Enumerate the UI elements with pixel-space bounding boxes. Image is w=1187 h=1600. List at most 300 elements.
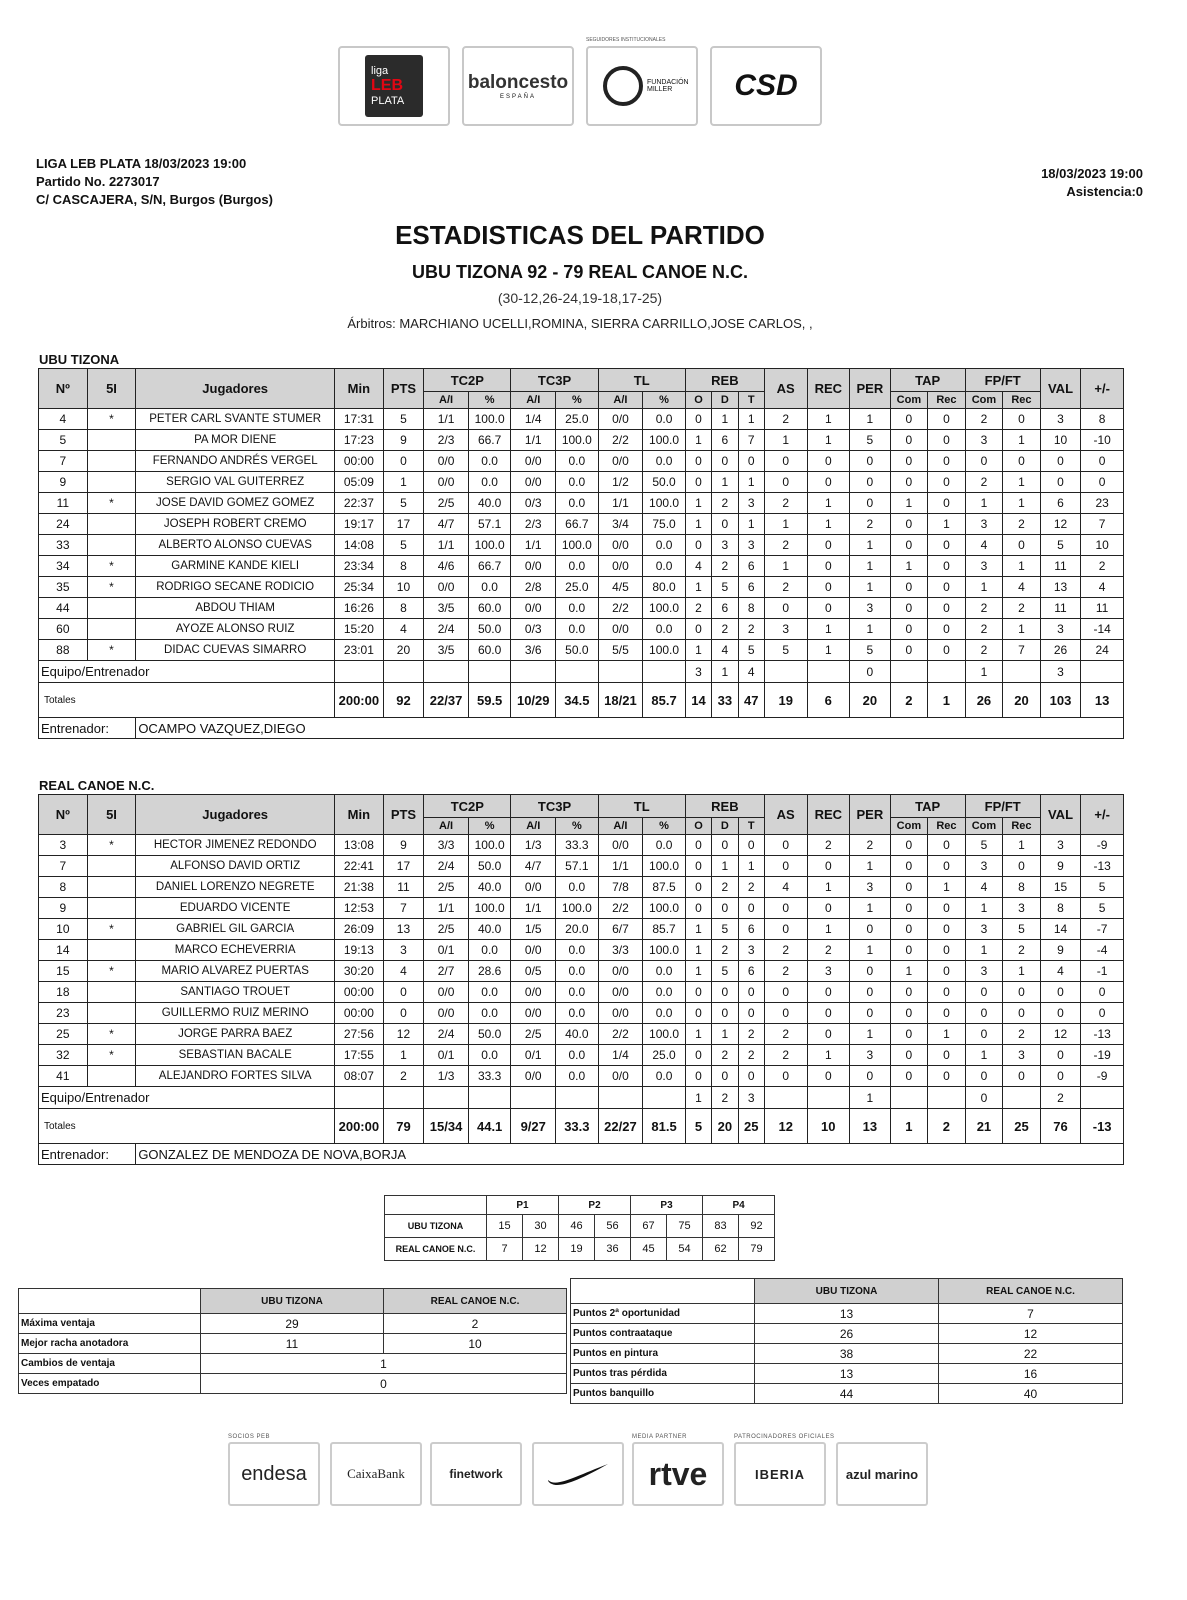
totals-row [39,1109,1124,1144]
misc-label: Mejor racha anotadora [19,1334,201,1354]
col-header-as: AS [764,795,807,835]
baloncesto-espana-logo: baloncesto ESPAÑA [462,46,574,126]
stat-cell: 14 [1040,919,1081,940]
stat-cell: 0/0 [511,877,556,898]
stat-cell: 0 [807,856,850,877]
total-cell: 44.1 [468,1109,511,1144]
nike-swoosh-icon [546,1462,610,1486]
iberia-logo: IBERIA [734,1442,826,1506]
period-header: P2 [559,1196,631,1215]
stat-cell: 0 [928,430,966,451]
player-row [39,640,1124,661]
stat-cell: 2 [712,940,738,961]
stat-cell: -19 [1081,1045,1124,1066]
stat-cell: 0 [890,835,928,856]
team-reb-o: 1 [685,1087,711,1109]
stat-cell: 2 [738,619,764,640]
player-row [39,619,1124,640]
stat-cell: 4/7 [511,856,556,877]
venue: C/ CASCAJERA, S/N, Burgos (Burgos) [36,192,273,207]
stat-cell [764,1087,807,1109]
stat-cell: 8 [738,598,764,619]
total-cell: 25 [738,1109,764,1144]
stat-cell: 3 [738,940,764,961]
stat-cell: 0 [1040,1045,1081,1066]
stat-cell: 100.0 [468,835,511,856]
stat-cell: 85.7 [643,919,686,940]
stat-cell: 0 [890,619,928,640]
stat-cell: 0/3 [511,619,556,640]
stat-cell: 0 [712,898,738,919]
stat-cell: 0 [685,1066,711,1087]
stat-cell: 2 [850,514,891,535]
team-fp-com: 0 [965,1087,1003,1109]
stat-cell: 1 [1003,556,1041,577]
col-subheader-t: T [738,818,764,835]
stat-cell: 1/1 [511,535,556,556]
stat-cell: 0 [1081,451,1124,472]
stat-cell: 0/0 [598,982,643,1003]
player-row [39,877,1124,898]
total-cell: 33 [712,683,738,718]
stat-cell: 1 [712,472,738,493]
period-header: P1 [487,1196,559,1215]
stat-cell: 3 [850,598,891,619]
stat-cell: 60.0 [468,640,511,661]
team-reb-t: 3 [738,1087,764,1109]
stat-cell: 0 [890,877,928,898]
team-reb-o: 3 [685,661,711,683]
stat-cell: 0.0 [556,961,599,982]
col-header-five: 5I [87,795,136,835]
stat-cell: 0 [807,898,850,919]
stat-cell: 0.0 [556,1003,599,1024]
stat-cell: 60 [39,619,88,640]
period-score: 46 [559,1215,595,1238]
stat-cell: 23:01 [335,640,384,661]
stat-cell: 00:00 [335,1003,384,1024]
stat-cell: 1 [965,493,1003,514]
stat-cell: 9 [1040,940,1081,961]
stat-cell: 0/0 [511,451,556,472]
player-name: DIDAC CUEVAS SIMARRO [136,640,335,661]
col-header-fpft: FP/FT [965,795,1040,818]
col-subheader-com: Com [890,392,928,409]
total-cell: 13 [850,1109,891,1144]
stat-cell: 2 [965,619,1003,640]
stat-cell: 00:00 [335,982,384,1003]
stat-cell: 0 [1003,451,1041,472]
stat-cell: 5 [383,493,424,514]
stat-cell: 0 [807,535,850,556]
stat-cell: 66.7 [468,430,511,451]
stat-cell: 60.0 [468,598,511,619]
stat-cell: 32 [39,1045,88,1066]
stat-cell: 0.0 [643,535,686,556]
player-name: JOSEPH ROBERT CREMO [136,514,335,535]
misc-label: Puntos en pintura [571,1344,755,1364]
stat-cell: 0 [890,409,928,430]
stat-cell: 0 [928,493,966,514]
stat-cell: 0 [738,835,764,856]
stat-cell: 3 [965,430,1003,451]
stat-cell: 0/0 [598,835,643,856]
misc-value-home: 44 [755,1384,939,1404]
stat-cell: 0/0 [424,1003,469,1024]
stat-cell: 17:55 [335,1045,384,1066]
team-reb-t: 4 [738,661,764,683]
stat-cell: 9 [39,898,88,919]
stat-cell: 4 [685,556,711,577]
stat-cell: 5 [383,535,424,556]
stat-cell [598,661,643,683]
stat-cell [890,661,928,683]
misc-row [19,1354,567,1374]
misc-label: Puntos banquillo [571,1384,755,1404]
stat-cell: 1 [850,409,891,430]
period-score: 12 [523,1238,559,1261]
stat-cell: 0.0 [643,961,686,982]
stat-cell: 0 [928,961,966,982]
col-subheader-com: Com [965,818,1003,835]
stat-cell: 1 [850,577,891,598]
stat-cell: 7 [39,856,88,877]
stat-cell: 12 [1040,514,1081,535]
stat-cell: 2 [965,409,1003,430]
stat-cell [764,661,807,683]
player-name: ALBERTO ALONSO CUEVAS [136,535,335,556]
stat-cell: 0 [890,940,928,961]
stat-cell: 100.0 [468,898,511,919]
stat-cell: 1 [685,577,711,598]
stat-cell: 0/0 [511,472,556,493]
stat-cell: 23 [1081,493,1124,514]
stat-cell: 100.0 [556,430,599,451]
stat-cell: 0 [928,619,966,640]
stat-cell: 100.0 [643,493,686,514]
misc-team-header: UBU TIZONA [755,1279,939,1304]
stat-cell: 0.0 [643,451,686,472]
stat-cell: 0/0 [424,577,469,598]
period-scores-table [384,1195,775,1261]
advantage-table [18,1288,567,1394]
stat-cell: 24 [39,514,88,535]
stat-cell: 3 [1003,898,1041,919]
stat-cell: 0 [685,535,711,556]
misc-value-home: 13 [755,1364,939,1384]
stat-cell: 0.0 [643,409,686,430]
stat-cell: 2 [685,598,711,619]
stat-cell: 0 [738,898,764,919]
stat-cell: 25.0 [556,409,599,430]
total-cell: 15/34 [424,1109,469,1144]
team-coach-label: Equipo/Entrenador [39,1087,335,1109]
stat-cell: 0 [1040,982,1081,1003]
stat-cell: 0 [965,1003,1003,1024]
player-name: JORGE PARRA BAEZ [136,1024,335,1045]
stat-cell: 14:08 [335,535,384,556]
stat-cell: 8 [1081,409,1124,430]
stat-cell: 0.0 [468,1045,511,1066]
col-subheader-ai: A/I [598,392,643,409]
fundacion-miller-icon [603,66,643,106]
stat-cell [87,856,136,877]
stat-cell: 0 [685,982,711,1003]
stat-cell: 33.3 [556,835,599,856]
stat-cell: 0.0 [556,940,599,961]
period-team: REAL CANOE N.C. [385,1238,487,1261]
misc-value-away: 22 [939,1344,1123,1364]
stat-cell: 4 [1040,961,1081,982]
stat-cell: 0/0 [598,451,643,472]
stat-cell: 1 [685,940,711,961]
stat-cell: 1 [965,898,1003,919]
stat-cell: 0/5 [511,961,556,982]
stat-cell: 0 [928,1045,966,1066]
stat-cell: 19:13 [335,940,384,961]
stat-cell: 0 [1003,1003,1041,1024]
col-header-five: 5I [87,369,136,409]
stat-cell: 5 [712,919,738,940]
col-header-tc3p: TC3P [511,795,598,818]
stat-cell: 0 [712,835,738,856]
stat-cell: 0 [850,919,891,940]
stat-cell: 2 [764,961,807,982]
stat-cell: 0/0 [598,619,643,640]
player-name: DANIEL LORENZO NEGRETE [136,877,335,898]
total-cell: 19 [764,683,807,718]
stat-cell [807,661,850,683]
stat-cell: 0 [807,1003,850,1024]
stat-cell: 0 [890,577,928,598]
stat-cell: 0 [890,535,928,556]
stat-cell: 0 [928,940,966,961]
col-header-reb: REB [685,369,764,392]
stat-cell: 0 [807,1024,850,1045]
stat-cell: 0 [685,451,711,472]
stat-cell [87,982,136,1003]
col-header-pm: +/- [1081,795,1124,835]
endesa-logo: endesa [228,1442,320,1506]
stat-cell: 3 [850,877,891,898]
stat-cell: 0/3 [511,493,556,514]
player-name: AYOZE ALONSO RUIZ [136,619,335,640]
stat-cell: 2 [850,835,891,856]
stat-cell: 1 [890,493,928,514]
stat-cell: 75.0 [643,514,686,535]
stat-cell: 4 [965,877,1003,898]
misc-value: 0 [201,1374,567,1394]
stat-cell: 2/2 [598,1024,643,1045]
stat-cell: 0/0 [511,1003,556,1024]
team-coach-row [39,1087,1124,1109]
stat-cell: 25.0 [556,577,599,598]
total-cell: 26 [965,683,1003,718]
stat-cell: 57.1 [468,514,511,535]
stat-cell: 14 [39,940,88,961]
misc-row [19,1334,567,1354]
stat-cell: 22:41 [335,856,384,877]
stat-cell: 40.0 [468,493,511,514]
stat-cell: 0/1 [424,940,469,961]
stat-cell: 6 [738,577,764,598]
stat-cell: 0 [1040,472,1081,493]
stat-cell: 0 [928,982,966,1003]
stat-cell: 3 [1040,409,1081,430]
col-subheader-o: O [685,392,711,409]
stat-cell: 1 [685,514,711,535]
stat-cell: 13 [383,919,424,940]
stat-cell: 100.0 [643,856,686,877]
stat-cell: 0 [890,472,928,493]
stat-cell: 0/0 [424,451,469,472]
stat-cell: 2 [764,1045,807,1066]
stat-cell: 9 [39,472,88,493]
coach-name: OCAMPO VAZQUEZ,DIEGO [136,718,1124,739]
stat-cell: 3 [1003,1045,1041,1066]
col-subheader-com: Com [890,818,928,835]
media-caption: MEDIA PARTNER [632,1434,687,1440]
stat-cell: 0.0 [468,1003,511,1024]
col-header-num: Nº [39,795,88,835]
totals-row [39,683,1124,718]
patrocinadores-caption: PATROCINADORES OFICIALES [734,1434,835,1440]
stat-cell: 0/0 [598,409,643,430]
stat-cell: 0 [764,1066,807,1087]
stat-cell: 9 [383,835,424,856]
stat-cell: 19:17 [335,514,384,535]
player-name: ALFONSO DAVID ORTIZ [136,856,335,877]
stat-cell: 1 [928,1024,966,1045]
coach-name: GONZALEZ DE MENDOZA DE NOVA,BORJA [136,1144,1124,1165]
stat-cell: 6 [738,556,764,577]
stat-cell: 5 [764,640,807,661]
stat-cell: 2 [764,577,807,598]
stat-cell: 17:31 [335,409,384,430]
stat-cell: 1 [1003,472,1041,493]
stat-cell: 0 [1081,472,1124,493]
stat-cell: 12 [1040,1024,1081,1045]
total-cell: 20 [712,1109,738,1144]
stat-cell: 0 [890,1024,928,1045]
stat-cell: 18 [39,982,88,1003]
stat-cell: 0 [807,577,850,598]
stat-cell: 2 [764,493,807,514]
stat-cell: 0 [890,919,928,940]
stat-cell: 0 [712,514,738,535]
stat-cell: 0 [928,409,966,430]
stat-cell: 1 [850,898,891,919]
col-header-val: VAL [1040,369,1081,409]
stat-cell: 2 [1003,1024,1041,1045]
stat-cell [1081,661,1124,683]
stat-cell: 0.0 [643,835,686,856]
stat-cell: 6/7 [598,919,643,940]
col-header-min: Min [335,369,384,409]
player-row [39,598,1124,619]
stat-cell: 0.0 [468,472,511,493]
stat-cell: 1 [1003,961,1041,982]
stat-cell: 66.7 [468,556,511,577]
team-fp-com: 1 [965,661,1003,683]
player-name: MARCO ECHEVERRIA [136,940,335,961]
stat-cell: 100.0 [643,430,686,451]
col-subheader-com: Com [965,392,1003,409]
stat-cell: 6 [1040,493,1081,514]
stat-cell: 0/1 [424,1045,469,1066]
stat-cell: 40.0 [468,919,511,940]
stat-cell [890,1087,928,1109]
stat-cell: 5 [1081,898,1124,919]
total-cell: 14 [685,683,711,718]
stat-cell: 1 [738,856,764,877]
stat-cell: 2/7 [424,961,469,982]
stat-cell: 0 [685,877,711,898]
team-coach-row [39,661,1124,683]
stat-cell: 0 [807,982,850,1003]
stat-cell: 15 [1040,877,1081,898]
stat-cell: * [87,640,136,661]
stat-cell: 44 [39,598,88,619]
stat-cell: 1 [807,1045,850,1066]
stat-cell: 2 [764,535,807,556]
stat-cell: 3 [1040,619,1081,640]
stat-cell: 16:26 [335,598,384,619]
attendance: Asistencia:0 [1066,184,1143,199]
stat-cell: 0 [890,451,928,472]
stat-cell: 100.0 [643,940,686,961]
total-cell: 79 [383,1109,424,1144]
stat-cell: 0 [764,835,807,856]
stat-cell: 0 [383,1003,424,1024]
stat-cell: 0/0 [598,556,643,577]
stat-cell: * [87,493,136,514]
player-name: ALEJANDRO FORTES SILVA [136,1066,335,1087]
stat-cell: 0.0 [468,577,511,598]
stat-cell [1003,661,1041,683]
stat-cell [335,1087,384,1109]
stat-cell: 2 [1081,556,1124,577]
col-subheader-pct: % [643,392,686,409]
stat-cell: * [87,919,136,940]
stat-cell: 2 [807,835,850,856]
stat-cell: 08:07 [335,1066,384,1087]
stat-cell: 9 [1040,856,1081,877]
stat-cell: 0 [807,1066,850,1087]
player-name: GARMINE KANDE KIELI [136,556,335,577]
stat-cell: 33 [39,535,88,556]
misc-row [19,1314,567,1334]
period-score: 62 [703,1238,739,1261]
stat-cell [87,940,136,961]
player-name: JOSE DAVID GOMEZ GOMEZ [136,493,335,514]
stat-cell: 2 [764,940,807,961]
total-cell: 1 [928,683,966,718]
stat-cell: 57.1 [556,856,599,877]
stat-cell: * [87,556,136,577]
csd-logo: CSD [710,46,822,126]
stat-cell: 15 [39,961,88,982]
institucional-caption: SEGUIDORES INSTITUCIONALES [586,37,666,43]
stat-cell: 2/4 [424,856,469,877]
stat-cell: 0 [928,556,966,577]
stat-cell [87,619,136,640]
stat-cell: 1/1 [511,430,556,451]
stat-cell: 0 [965,451,1003,472]
page-title: ESTADISTICAS DEL PARTIDO [395,220,765,250]
stat-cell: 1 [738,409,764,430]
stat-cell: 1 [1003,619,1041,640]
